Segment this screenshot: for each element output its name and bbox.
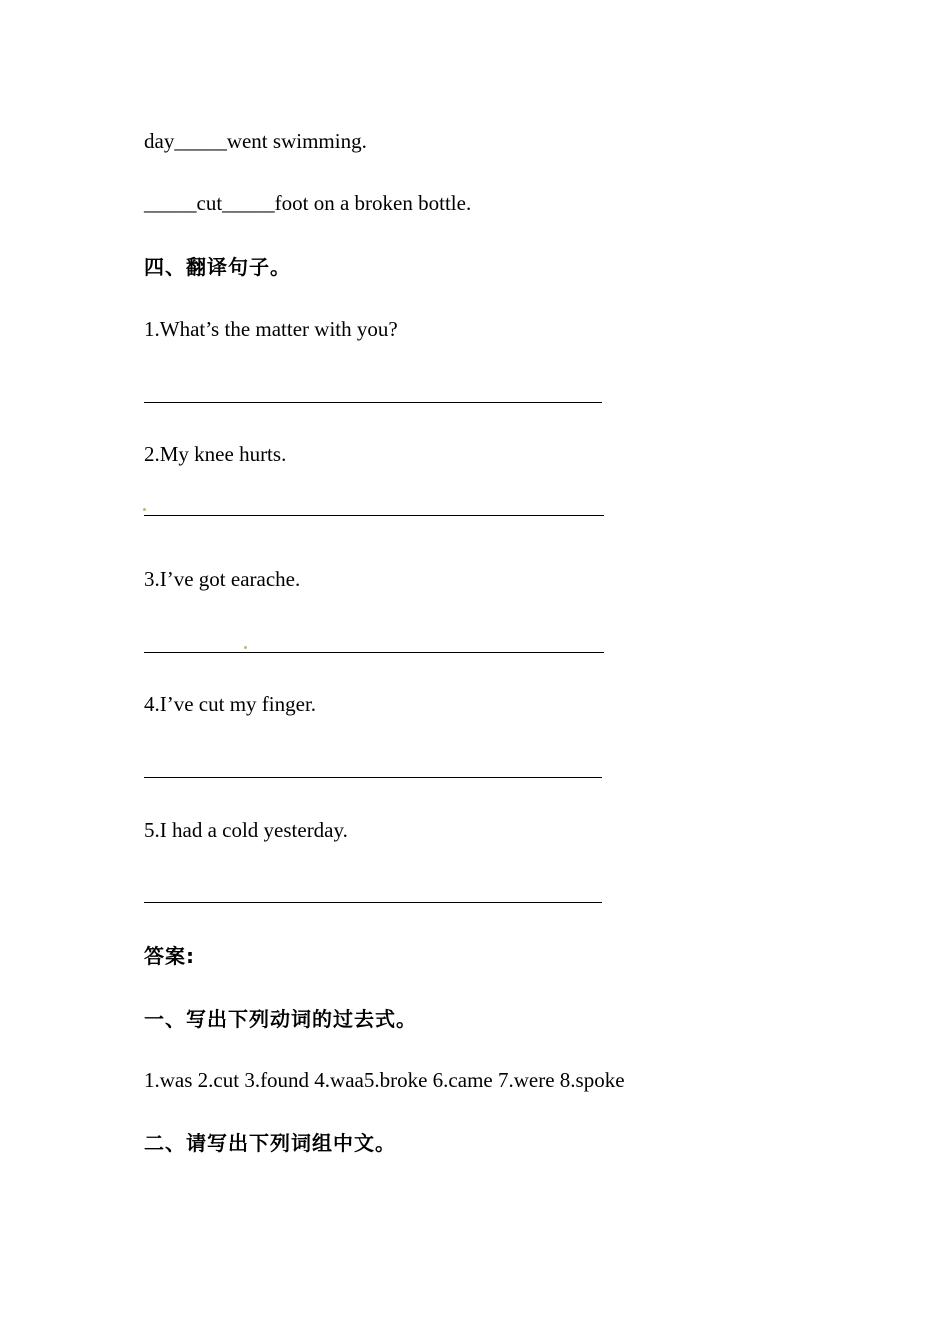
translate-sentence-4: 4.I’ve cut my finger. xyxy=(144,692,317,716)
translate-sentence-3: 3.I’ve got earache. xyxy=(144,567,301,591)
translate-sentence-2: 2.My knee hurts. xyxy=(144,442,287,466)
fill-in-sentence-1: day_____went swimming. xyxy=(144,129,367,153)
answer-line-5 xyxy=(144,902,602,903)
answer-line-4 xyxy=(144,777,602,778)
answers-heading: 答案: xyxy=(144,944,195,968)
answers-section-1-heading: 一、写出下列动词的过去式。 xyxy=(144,1007,417,1031)
answer-line-1 xyxy=(144,402,602,403)
fill-in-sentence-2: _____cut_____foot on a broken bottle. xyxy=(144,191,472,215)
section-heading-translate: 四、翻译句子。 xyxy=(144,255,291,279)
answers-section-2-heading: 二、请写出下列词组中文。 xyxy=(144,1131,396,1155)
answers-section-1-text: 1.was 2.cut 3.found 4.waa5.broke 6.came 7.were 8.spoke xyxy=(144,1068,625,1092)
answer-line-2 xyxy=(144,515,604,516)
translate-sentence-1: 1.What’s the matter with you? xyxy=(144,317,398,341)
translate-sentence-5: 5.I had a cold yesterday. xyxy=(144,818,348,842)
ink-speck xyxy=(143,508,146,511)
ink-speck xyxy=(244,646,247,649)
answer-line-3 xyxy=(144,652,604,653)
